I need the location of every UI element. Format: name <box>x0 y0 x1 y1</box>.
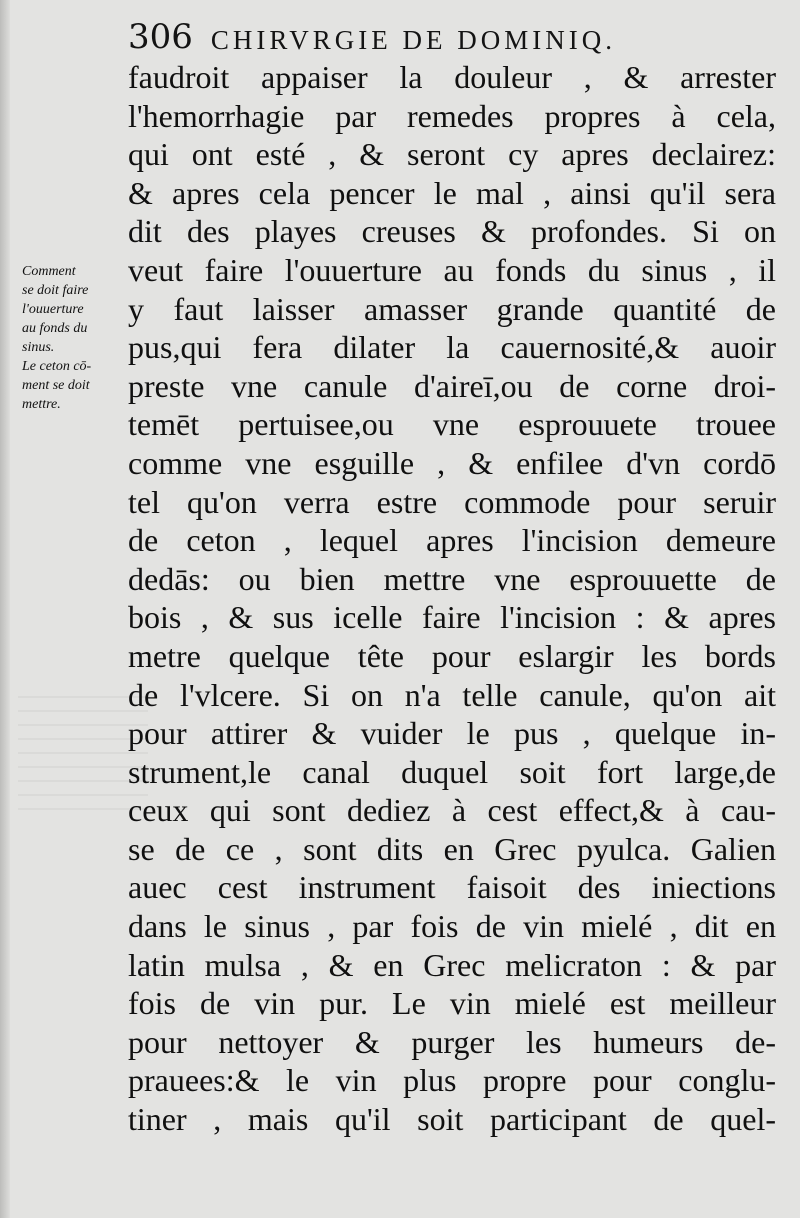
text-line: de l'vlcere. Si on n'a telle canule, qu'on ait <box>128 676 776 713</box>
text-line: faudroit appaiser la douleur , & arrester <box>128 59 776 95</box>
text-line: qui ont esté , & seront cy apres declairez: <box>128 136 776 173</box>
margin-note: mettre. <box>22 397 61 412</box>
body-text <box>128 58 776 1139</box>
text-line: latin mulsa , & en Grec melicraton : & par <box>128 946 776 983</box>
text-line: y faut laisser amasser grande quantité de <box>128 290 776 327</box>
text-line: preste vne canule d'aireī,ou de corne droi- <box>128 367 776 404</box>
margin-note: se doit faire <box>22 283 89 298</box>
text-line: tiner , mais qu'il soit participant de quel- <box>128 1101 776 1138</box>
margin-note: sinus. <box>22 340 55 355</box>
text-line: l'hemorrhagie par remedes propres à cela, <box>128 97 776 134</box>
text-line: metre quelque tête pour eslargir les bords <box>128 637 776 674</box>
margin-note: ment se doit <box>22 378 90 393</box>
page-gutter <box>0 0 10 1218</box>
text-line: pour nettoyer & purger les humeurs de- <box>128 1023 776 1060</box>
text-line: de ceton , lequel apres l'incision demeure <box>128 522 776 559</box>
text-line: temēt pertuisee,ou vne esprouuete trouee <box>128 406 776 443</box>
page-header <box>128 10 728 57</box>
margin-note: Comment <box>22 264 76 279</box>
margin-notes <box>22 262 144 414</box>
text-line: bois , & sus icelle faire l'incision : & apres <box>128 599 776 636</box>
margin-note: l'ouuerture <box>22 302 84 317</box>
text-line: prauees:& le vin plus propre pour conglu- <box>128 1062 776 1099</box>
text-line: dans le sinus , par fois de vin mielé , dit en <box>128 908 776 945</box>
page-number: 306 <box>128 17 193 57</box>
text-line: strument,le canal duquel soit fort large,de <box>128 753 776 790</box>
text-line: pus,qui fera dilater la cauernosité,& auoir <box>128 329 776 366</box>
text-line: veut faire l'ouuerture au fonds du sinus , il <box>128 251 776 288</box>
text-line: se de ce , sont dits en Grec pyulca. Galien <box>128 830 776 867</box>
text-line: & apres cela pencer le mal , ainsi qu'il sera <box>128 174 776 211</box>
text-line: dit des playes creuses & profondes. Si on <box>128 213 776 250</box>
text-line: fois de vin pur. Le vin mielé est meilleur <box>128 985 776 1022</box>
running-head: CHIRVRGIE DE DOMINIQ. <box>210 25 616 55</box>
text-line: ceux qui sont dediez à cest effect,& à cau- <box>128 792 776 829</box>
text-line: auec cest instrument faisoit des iniections <box>128 869 776 906</box>
margin-note: Le ceton cō- <box>22 359 92 374</box>
margin-note: au fonds du <box>22 321 88 336</box>
text-line: pour attirer & vuider le pus , quelque in- <box>128 715 776 752</box>
text-line: comme vne esguille , & enfilee d'vn cordō <box>128 444 776 481</box>
text-line: tel qu'on verra estre commode pour seruir <box>128 483 776 520</box>
text-line: dedās: ou bien mettre vne esprouuette de <box>128 560 776 597</box>
